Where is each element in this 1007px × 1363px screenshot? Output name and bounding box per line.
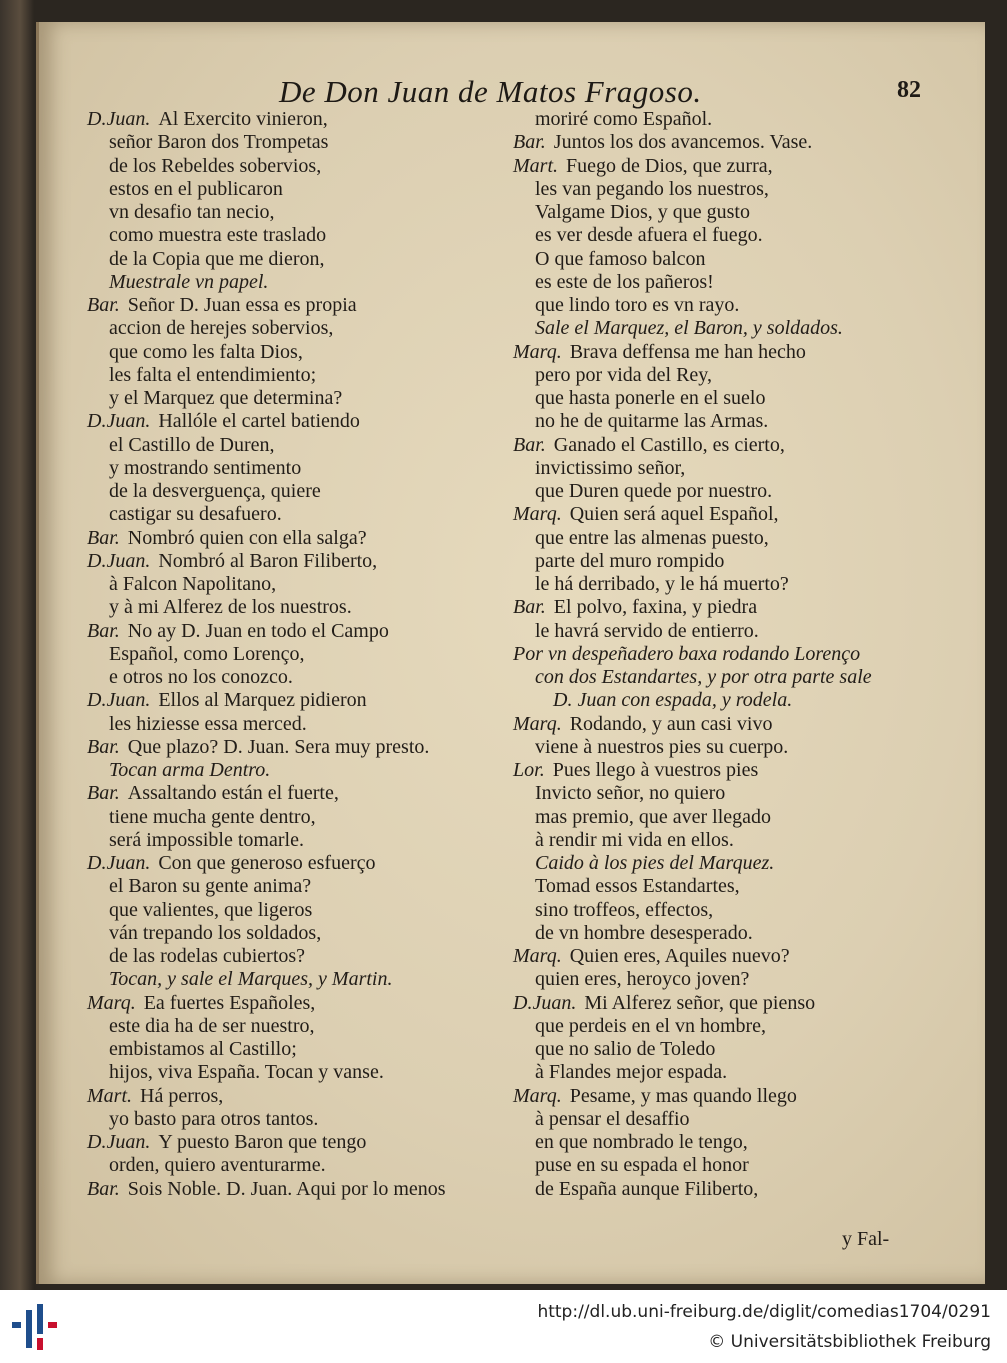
- text-line: [87, 271, 512, 294]
- speaker-label: Bar.: [87, 782, 120, 805]
- verse-text: El polvo, faxina, y piedra: [553, 596, 758, 619]
- text-line: [513, 620, 873, 643]
- verse-text: Há perros,: [140, 1084, 224, 1107]
- text-line: [513, 573, 873, 596]
- text-line: [513, 992, 873, 1015]
- verse-text: puse en su espada el honor: [535, 1154, 749, 1177]
- text-line: [513, 643, 873, 666]
- text-line: [513, 387, 873, 410]
- speaker-label: D.Juan.: [87, 1131, 151, 1153]
- text-line: [513, 155, 873, 178]
- verse-text: à pensar el desaffio: [535, 1107, 690, 1130]
- text-line: [87, 1085, 512, 1108]
- text-line: [87, 1061, 512, 1084]
- verse-text: que Duren quede por nuestro.: [535, 480, 773, 502]
- stage-direction: Sale el Marquez, el Baron, y soldados.: [535, 317, 843, 340]
- speaker-label: Bar.: [513, 131, 546, 154]
- verse-text: moriré como Español.: [535, 108, 713, 130]
- verse-text: Valgame Dios, y que gusto: [535, 201, 750, 223]
- verse-text: le há derribado, y le há muerto?: [535, 573, 789, 595]
- speaker-label: D.Juan.: [87, 108, 151, 130]
- verse-text: Mi Alferez señor, que pienso: [584, 991, 816, 1014]
- text-line: [87, 922, 512, 945]
- verse-text: que entre las almenas puesto,: [535, 526, 769, 549]
- text-line: [87, 968, 512, 991]
- speaker-label: Bar.: [87, 735, 120, 758]
- stage-direction: Muestrale vn papel.: [109, 270, 269, 293]
- text-line: [87, 224, 512, 247]
- text-line: [513, 736, 873, 759]
- verse-text: el Castillo de Duren,: [109, 433, 275, 456]
- verse-text: les hiziesse essa merced.: [109, 712, 307, 735]
- text-line: [87, 713, 512, 736]
- verse-text: será impossible tomarle.: [109, 828, 304, 851]
- text-line: [87, 666, 512, 689]
- speaker-label: Bar.: [87, 619, 120, 642]
- verse-text: à Falcon Napolitano,: [109, 573, 277, 595]
- verse-text: que lindo toro es vn rayo.: [535, 294, 740, 316]
- text-line: [87, 899, 512, 922]
- text-line: [87, 410, 512, 433]
- text-line: [513, 457, 873, 480]
- verse-text: vn desafio tan necio,: [109, 201, 275, 223]
- verse-text: les falta el entendimiento;: [109, 363, 317, 386]
- verse-text: Assaltando están el fuerte,: [127, 782, 339, 805]
- verse-text: y el Marquez que determina?: [109, 387, 343, 409]
- text-line: [87, 1154, 512, 1177]
- verse-text: este dia ha de ser nuestro,: [109, 1014, 315, 1037]
- verse-text: invictissimo señor,: [535, 456, 686, 479]
- text-line: [87, 759, 512, 782]
- text-line: [513, 410, 873, 433]
- verse-text: les van pegando los nuestros,: [535, 177, 769, 200]
- text-line: [513, 364, 873, 387]
- library-logo-icon: [10, 1300, 70, 1352]
- verse-text: que como les falta Dios,: [109, 340, 303, 363]
- text-line: [87, 317, 512, 340]
- text-line: [513, 1061, 873, 1084]
- text-line: [513, 1131, 873, 1154]
- copyright-notice: © Universitätsbibliothek Freiburg: [708, 1332, 991, 1352]
- text-line: [87, 736, 512, 759]
- verse-text: Español, como Lorenço,: [109, 642, 305, 665]
- verse-text: viene à nuestros pies su cuerpo.: [535, 735, 789, 758]
- verse-text: Con que generoso esfuerço: [158, 852, 376, 874]
- text-line: [513, 1154, 873, 1177]
- text-line: [513, 922, 873, 945]
- speaker-label: Lor.: [513, 759, 545, 781]
- verse-text: Que plazo? D. Juan. Sera muy presto.: [127, 735, 430, 758]
- stage-direction: D. Juan con espada, y rodela.: [553, 689, 793, 712]
- right-text-column: [513, 108, 873, 1201]
- verse-text: parte del muro rompido: [535, 549, 725, 572]
- verse-text: Nombró al Baron Filiberto,: [158, 549, 378, 572]
- text-line: [87, 108, 512, 131]
- text-line: [87, 341, 512, 364]
- text-line: [87, 1131, 512, 1154]
- text-line: [513, 852, 873, 875]
- speaker-label: D.Juan.: [87, 410, 151, 433]
- text-line: [87, 1038, 512, 1061]
- verse-text: O que famoso balcon: [535, 247, 706, 270]
- stage-direction: Caido à los pies del Marquez.: [535, 852, 775, 874]
- verse-text: que no salio de Toledo: [535, 1038, 716, 1060]
- stage-direction: Por vn despeñadero baxa rodando Lorenço: [513, 642, 861, 665]
- verse-text: de España aunque Filiberto,: [535, 1177, 759, 1200]
- text-line: [513, 666, 873, 689]
- verse-text: Sois Noble. D. Juan. Aqui por lo menos: [127, 1177, 446, 1200]
- verse-text: en que nombrado le tengo,: [535, 1131, 748, 1153]
- verse-text: Fuego de Dios, que zurra,: [566, 154, 773, 177]
- verse-text: Juntos los dos avancemos. Vase.: [553, 131, 813, 154]
- verse-text: Quien eres, Aquiles nuevo?: [569, 945, 790, 967]
- verse-text: Al Exercito vinieron,: [158, 108, 328, 130]
- text-line: [513, 968, 873, 991]
- text-line: [87, 852, 512, 875]
- speaker-label: Bar.: [513, 596, 546, 619]
- verse-text: Invicto señor, no quiero: [535, 782, 726, 805]
- verse-text: Pues llego à vuestros pies: [552, 759, 759, 781]
- verse-text: de los Rebeldes sobervios,: [109, 154, 322, 177]
- verse-text: sino troffeos, effectos,: [535, 898, 714, 921]
- verse-text: castigar su desafuero.: [109, 503, 282, 526]
- text-line: [87, 201, 512, 224]
- text-line: [87, 596, 512, 619]
- text-line: [513, 1015, 873, 1038]
- stage-direction: Tocan arma Dentro.: [109, 759, 271, 781]
- text-line: [87, 248, 512, 271]
- text-line: [87, 992, 512, 1015]
- verse-text: como muestra este traslado: [109, 224, 327, 247]
- verse-text: y à mi Alferez de los nuestros.: [109, 596, 352, 619]
- text-line: [513, 806, 873, 829]
- text-line: [87, 829, 512, 852]
- text-line: [87, 503, 512, 526]
- verse-text: y mostrando sentimento: [109, 456, 302, 479]
- text-line: [87, 1108, 512, 1131]
- running-head: De Don Juan de Matos Fragoso.: [279, 74, 702, 109]
- text-line: [87, 387, 512, 410]
- viewer-footer: [0, 1290, 1007, 1363]
- verse-text: ván trepando los soldados,: [109, 921, 322, 944]
- text-line: [513, 271, 873, 294]
- verse-text: Tomad essos Estandartes,: [535, 875, 740, 898]
- stage-direction: Tocan, y sale el Marques, y Martin.: [109, 968, 393, 991]
- text-line: [87, 689, 512, 712]
- verse-text: señor Baron dos Trompetas: [109, 131, 329, 154]
- verse-text: accion de herejes sobervios,: [109, 317, 334, 340]
- text-line: [513, 1085, 873, 1108]
- verse-text: pero por vida del Rey,: [535, 363, 712, 386]
- text-line: [87, 620, 512, 643]
- text-line: [87, 527, 512, 550]
- speaker-label: D.Juan.: [87, 689, 151, 712]
- verse-text: Ellos al Marquez pidieron: [158, 689, 367, 712]
- verse-text: Señor D. Juan essa es propia: [127, 294, 357, 316]
- text-line: [513, 201, 873, 224]
- verse-text: Rodando, y aun casi vivo: [569, 712, 773, 735]
- verse-text: que valientes, que ligeros: [109, 898, 313, 921]
- text-line: [87, 782, 512, 805]
- verse-text: e otros no los conozco.: [109, 666, 293, 688]
- verse-text: que hasta ponerle en el suelo: [535, 387, 766, 409]
- speaker-label: Bar.: [513, 433, 546, 456]
- text-line: [513, 108, 873, 131]
- text-line: [513, 434, 873, 457]
- verse-text: tiene mucha gente dentro,: [109, 805, 316, 828]
- text-line: [87, 131, 512, 154]
- speaker-label: Marq.: [513, 340, 562, 363]
- verse-text: de las rodelas cubiertos?: [109, 945, 306, 967]
- text-line: [513, 829, 873, 852]
- speaker-label: Bar.: [87, 526, 120, 549]
- speaker-label: Bar.: [87, 294, 120, 316]
- speaker-label: Mart.: [87, 1084, 132, 1107]
- verse-text: orden, quiero aventurarme.: [109, 1154, 326, 1177]
- text-line: [513, 248, 873, 271]
- text-line: [513, 782, 873, 805]
- verse-text: le havrá servido de entierro.: [535, 619, 759, 642]
- speaker-label: Marq.: [513, 503, 562, 526]
- text-line: [513, 527, 873, 550]
- text-line: [513, 1038, 873, 1061]
- text-line: [87, 806, 512, 829]
- text-line: [513, 945, 873, 968]
- text-line: [513, 689, 873, 712]
- verse-text: mas premio, que aver llegado: [535, 805, 772, 828]
- verse-text: embistamos al Castillo;: [109, 1038, 297, 1060]
- verse-text: à rendir mi vida en ellos.: [535, 828, 734, 851]
- verse-text: Quien será aquel Español,: [569, 503, 779, 526]
- page-number: 82: [897, 77, 921, 103]
- text-line: [87, 875, 512, 898]
- text-line: [87, 178, 512, 201]
- text-line: [87, 155, 512, 178]
- text-line: [513, 131, 873, 154]
- text-line: [513, 178, 873, 201]
- speaker-label: D.Juan.: [87, 852, 151, 874]
- speaker-label: Marq.: [87, 991, 136, 1014]
- verse-text: es ver desde afuera el fuego.: [535, 224, 763, 247]
- speaker-label: D.Juan.: [513, 991, 577, 1014]
- text-line: [513, 759, 873, 782]
- text-line: [513, 1108, 873, 1131]
- text-line: [513, 503, 873, 526]
- catchword: y Fal-: [842, 1228, 890, 1250]
- verse-text: No ay D. Juan en todo el Campo: [127, 619, 389, 642]
- verse-text: Ganado el Castillo, es cierto,: [553, 433, 785, 456]
- left-text-column: [87, 108, 512, 1201]
- text-line: [87, 480, 512, 503]
- source-url-link[interactable]: http://dl.ub.uni-freiburg.de/diglit/comedias1704/0291: [537, 1302, 991, 1322]
- text-line: [87, 643, 512, 666]
- text-line: [87, 364, 512, 387]
- speaker-label: Marq.: [513, 945, 562, 967]
- text-line: [513, 294, 873, 317]
- speaker-label: Mart.: [513, 154, 558, 177]
- text-line: [87, 1015, 512, 1038]
- verse-text: el Baron su gente anima?: [109, 875, 312, 898]
- text-line: [513, 341, 873, 364]
- text-line: [87, 457, 512, 480]
- speaker-label: D.Juan.: [87, 549, 151, 572]
- text-line: [87, 1178, 512, 1201]
- text-line: [513, 899, 873, 922]
- verse-text: Hallóle el cartel batiendo: [158, 410, 360, 433]
- text-line: [513, 1178, 873, 1201]
- verse-text: Ea fuertes Españoles,: [143, 991, 316, 1014]
- verse-text: estos en el publicaron: [109, 177, 283, 200]
- verse-text: Y puesto Baron que tengo: [158, 1131, 367, 1153]
- speaker-label: Marq.: [513, 712, 562, 735]
- text-line: [513, 596, 873, 619]
- text-line: [87, 573, 512, 596]
- text-line: [513, 480, 873, 503]
- text-line: [513, 713, 873, 736]
- verse-text: à Flandes mejor espada.: [535, 1061, 728, 1084]
- speaker-label: Marq.: [513, 1084, 562, 1107]
- text-line: [87, 945, 512, 968]
- stage-direction: con dos Estandartes, y por otra parte sale: [535, 666, 872, 688]
- verse-text: es este de los pañeros!: [535, 270, 714, 293]
- verse-text: de vn hombre desesperado.: [535, 921, 753, 944]
- text-line: [513, 875, 873, 898]
- verse-text: Brava deffensa me han hecho: [569, 340, 806, 363]
- verse-text: de la Copia que me dieron,: [109, 247, 325, 270]
- verse-text: que perdeis en el vn hombre,: [535, 1014, 767, 1037]
- verse-text: quien eres, heroyco joven?: [535, 968, 750, 991]
- verse-text: de la desverguença, quiere: [109, 480, 321, 502]
- verse-text: Nombró quien con ella salga?: [127, 526, 367, 549]
- verse-text: Pesame, y mas quando llego: [569, 1084, 797, 1107]
- verse-text: hijos, viva España. Tocan y vanse.: [109, 1061, 384, 1084]
- text-line: [513, 224, 873, 247]
- book-page: [36, 22, 985, 1284]
- text-line: [513, 550, 873, 573]
- verse-text: no he de quitarme las Armas.: [535, 410, 769, 433]
- text-line: [513, 317, 873, 340]
- text-line: [87, 550, 512, 573]
- speaker-label: Bar.: [87, 1177, 120, 1200]
- text-line: [87, 434, 512, 457]
- text-line: [87, 294, 512, 317]
- verse-text: yo basto para otros tantos.: [109, 1107, 319, 1130]
